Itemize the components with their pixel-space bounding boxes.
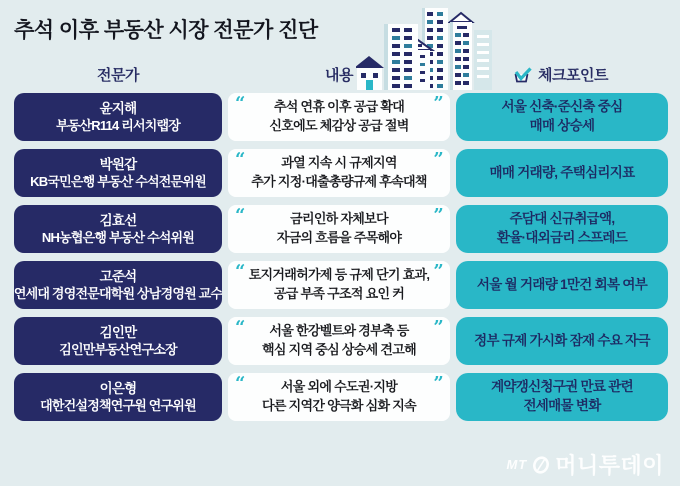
quote-box <box>228 205 450 253</box>
open-quote-icon: “ <box>235 317 245 338</box>
close-quote-icon: ” <box>433 93 443 114</box>
page-title: 추석 이후 부동산 시장 전문가 진단 <box>14 19 318 42</box>
open-quote-icon: “ <box>235 205 245 226</box>
close-quote-icon: ” <box>433 261 443 282</box>
quote-text <box>262 378 416 416</box>
column-header-checkpoint <box>454 64 666 85</box>
quote-line-2: 신호에도 체감상 공급 절벽 <box>269 118 409 133</box>
checkpoint-box <box>456 149 668 197</box>
quote-text <box>262 322 416 360</box>
expert-row <box>14 261 668 309</box>
quote-line-1: 토지거래허가제 등 규제 단기 효과, <box>248 267 430 283</box>
moneytoday-circle-icon <box>532 456 550 474</box>
expert-rows <box>14 93 668 421</box>
quote-line-2: 자금의 흐름을 주목해야 <box>276 230 402 245</box>
open-quote-icon: “ <box>235 149 245 170</box>
quote-box <box>228 373 450 421</box>
expert-box <box>14 317 222 365</box>
expert-box <box>14 373 222 421</box>
expert-row <box>14 373 668 421</box>
quote-box <box>228 317 450 365</box>
quote-line-2: 추가 지정·대출총량규제 후속대책 <box>251 174 427 189</box>
close-quote-icon: ” <box>433 205 443 226</box>
quote-box <box>228 261 450 309</box>
expert-affiliation: 연세대 경영전문대학원 상남경영원 교수 <box>14 286 222 302</box>
close-quote-icon: ” <box>433 373 443 394</box>
expert-affiliation: KB국민은행 부동산 수석전문위원 <box>30 174 206 190</box>
open-quote-icon: “ <box>235 373 245 394</box>
checkpoint-line-2: 매매 상승세 <box>529 118 595 133</box>
expert-row <box>14 93 668 141</box>
quote-line-1: 서울 한강벨트와 경부축 등 <box>269 323 409 339</box>
checkpoint-box <box>456 261 668 309</box>
expert-name: 고준석 <box>99 268 137 284</box>
expert-affiliation: NH농협은행 부동산 수석위원 <box>41 230 195 246</box>
expert-name: 김인만 <box>99 324 137 340</box>
checkpoint-box <box>456 205 668 253</box>
quote-text <box>277 210 401 248</box>
open-quote-icon: “ <box>235 261 245 282</box>
expert-box <box>14 149 222 197</box>
expert-box <box>14 93 222 141</box>
checkpoint-line-2: 전세매물 변화 <box>523 398 601 413</box>
expert-name: 이은형 <box>99 380 137 396</box>
checkpoint-line-1: 계약갱신청구권 만료 관련 <box>491 379 633 395</box>
expert-name: 박원갑 <box>99 156 137 172</box>
column-header-content: 내용 <box>325 67 353 84</box>
expert-name: 윤지해 <box>99 100 137 116</box>
expert-affiliation: 대한건설정책연구원 연구위원 <box>40 398 196 414</box>
expert-row <box>14 317 668 365</box>
checkpoint-box <box>456 93 668 141</box>
quote-line-2: 핵심 지역 중심 상승세 견고해 <box>262 342 416 357</box>
column-header-expert: 전문가 <box>97 67 139 84</box>
checkpoint-line-1: 정부 규제 가시화 잠재 수요 자극 <box>474 332 650 348</box>
expert-row <box>14 205 668 253</box>
checkpoint-box <box>456 373 668 421</box>
quote-line-2: 다른 지역간 양극화 심화 지속 <box>262 398 416 413</box>
close-quote-icon: ” <box>433 149 443 170</box>
checkpoint-line-1: 주담대 신규취급액, <box>509 211 615 227</box>
moneytoday-logo <box>506 449 664 480</box>
quote-box <box>228 149 450 197</box>
quote-line-1: 추석 연휴 이후 공급 확대 <box>273 99 405 115</box>
quote-line-1: 금리인하 자체보다 <box>290 211 388 227</box>
moneytoday-logo-mt: MT <box>506 457 528 472</box>
checkpoint-line-1: 서울 월 거래량 1만건 회복 여부 <box>476 276 648 292</box>
check-icon <box>512 67 532 83</box>
checkpoint-line-2: 환율·대외금리 스프레드 <box>496 230 628 245</box>
checkpoint-line-1: 서울 신축·준신축 중심 <box>501 99 623 115</box>
expert-affiliation: 부동산R114 리서치랩장 <box>55 118 181 134</box>
close-quote-icon: ” <box>433 317 443 338</box>
expert-box <box>14 205 222 253</box>
expert-box <box>14 261 222 309</box>
quote-line-1: 서울 외에 수도권·지방 <box>280 379 398 395</box>
checkpoint-box <box>456 317 668 365</box>
quote-text <box>269 98 408 136</box>
quote-box <box>228 93 450 141</box>
quote-text <box>249 266 430 304</box>
expert-affiliation: 김인만부동산연구소장 <box>59 342 177 358</box>
column-header-checkpoint-label: 체크포인트 <box>538 67 608 84</box>
checkpoint-line-1: 매매 거래량, 주택심리지표 <box>489 164 635 180</box>
quote-text <box>251 154 426 192</box>
quote-line-2: 공급 부족 구조적 요인 커 <box>273 286 405 301</box>
quote-line-1: 과열 지속 시 규제지역 <box>281 155 397 171</box>
open-quote-icon: “ <box>235 93 245 114</box>
expert-name: 김효선 <box>99 212 137 228</box>
moneytoday-logo-text: 머니투데이 <box>555 453 664 478</box>
expert-row <box>14 149 668 197</box>
